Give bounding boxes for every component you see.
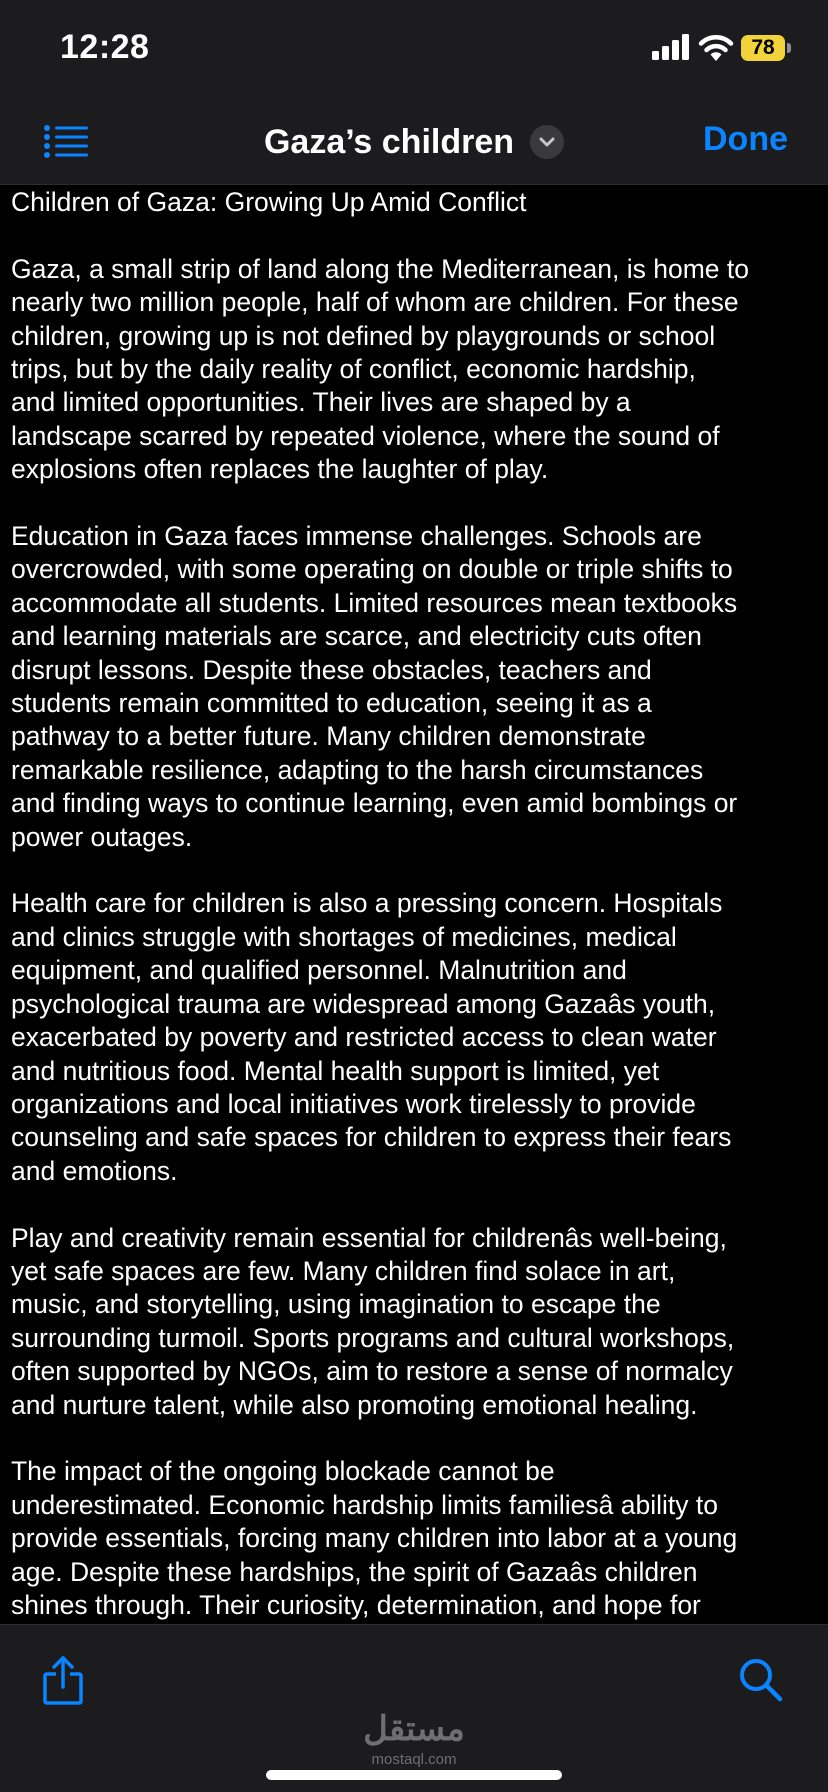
battery-tip: [787, 43, 791, 53]
paragraph-gap: [11, 1188, 821, 1221]
paragraph-gap: [11, 487, 821, 520]
document-body[interactable]: [11, 186, 821, 1623]
paragraph: Education in Gaza faces immense challenges. Schools are overcrowded, with some operating on double or triple shifts to accommodate all students. Limited resources mean textbooks and learning materials are scarce, and electricity cuts often disrupt lessons. Despite these obstacles, teachers and students remain committed to education, seeing it as a pathway to a better future. Many children demonstrate remarkable resilience, adapting to the harsh circumstances and finding ways to continue learning, even amid bombings or power outages.: [11, 521, 738, 852]
paragraph: Health care for children is also a pressing concern. Hospitals and clinics struggle with shortages of medicines, medical equipment, and qualified personnel. Malnutrition and psychological trauma are widespread among Gazaâs youth, exacerbated by poverty and restricted access to clean water and nutritious food. Mental health support is limited, yet organizations and local initiatives work tirelessly to provide counseling and safe spaces for children to express their fears and emotions.: [11, 888, 732, 1186]
document-heading: Children of Gaza: Growing Up Amid Conflict: [11, 187, 527, 217]
done-button[interactable]: Done: [703, 120, 788, 158]
battery-icon: [741, 35, 789, 61]
search-icon[interactable]: [738, 1657, 784, 1703]
watermark-logo: مستقل: [363, 1710, 465, 1748]
paragraph: The impact of the ongoing blockade cannot be underestimated. Economic hardship limits familiesâ ability to provide essentials, forcing many children into labor at a young age. Despite these hardships, the spirit of Gazaâs children shines through. Their curiosity, determination, and hope for: [11, 1456, 738, 1620]
document-title[interactable]: Gaza’s children: [263, 122, 515, 161]
watermark-url: mostaql.com: [371, 1751, 457, 1768]
status-bar: [0, 0, 828, 100]
wifi-icon: [698, 32, 734, 62]
bottom-toolbar: [0, 1624, 828, 1792]
share-icon[interactable]: [42, 1655, 84, 1705]
paragraph-gap: [11, 1422, 821, 1455]
signal-icon: [652, 34, 692, 60]
home-indicator[interactable]: [266, 1770, 562, 1780]
paragraph: Play and creativity remain essential for childrenâs well-being, yet safe spaces are few. Many children find solace in art, music, and storytelling, using imagination to escape the surrounding turmoil. Sports programs and cultural workshops, often supported by NGOs, aim to restore a sense of normalcy and nurture talent, while also promoting emotional healing.: [11, 1222, 735, 1420]
status-time: 12:28: [60, 28, 150, 66]
paragraph: Gaza, a small strip of land along the Mediterranean, is home to nearly two million people, half of whom are children. For these children, growing up is not defined by playgrounds or school trips, but by the daily reality of conflict, economic hardship, and limited opportunities. Their lives are shaped by a landscape scarred by repeated violence, where the sound of explosions often replaces the laughter of play.: [11, 253, 749, 485]
nav-bar: [0, 100, 828, 185]
paragraph-gap: [11, 854, 821, 887]
chevron-down-icon[interactable]: [530, 125, 564, 159]
paragraph-gap: [11, 219, 821, 252]
battery-level: 78: [751, 36, 775, 59]
